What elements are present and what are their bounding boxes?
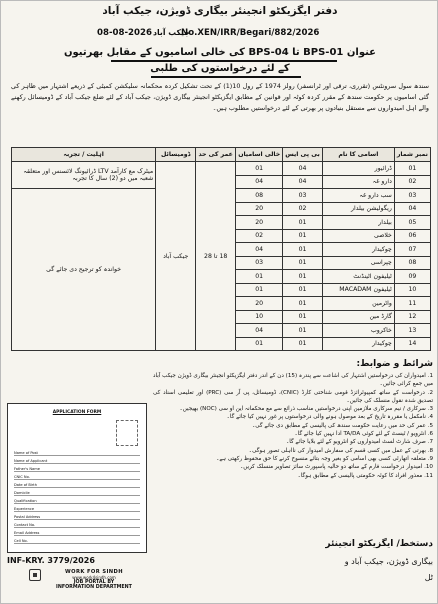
form-field[interactable] — [14, 450, 140, 456]
cell-bps: 01 — [283, 310, 323, 324]
office-header: دفتر ایگزیکٹو انجینئر بیگاری ڈویژن، جیکب آباد — [102, 5, 338, 17]
cell-vacancies: 20 — [236, 202, 283, 216]
header-qualification: اہلیت / تجربہ — [12, 148, 156, 162]
cell-vacancies: 08 — [236, 189, 283, 203]
condition-item: 11. معذور افراد کا کوٹہ حکومتی پالیسی کے مطابق ہوگا۔ — [297, 472, 433, 479]
condition-item: 8. بھرتی کے عمل میں کسی قسم کی سفارش امیدوار کی نااہلی تصور ہوگی۔ — [248, 447, 433, 454]
cell-serial: 14 — [394, 337, 430, 351]
cell-serial: 13 — [394, 324, 430, 338]
work-for-sindh-brand: WORK FOR SINDH — [65, 569, 123, 575]
cell-vacancies: 04 — [236, 324, 283, 338]
form-field[interactable] — [14, 458, 140, 464]
form-field[interactable] — [14, 474, 140, 480]
form-field-label: Contact No. — [14, 523, 36, 527]
work-for-sindh-logo-icon — [29, 569, 41, 581]
cell-post: سب دارو غہ — [322, 189, 394, 203]
header-age: عمر کی حد — [196, 148, 236, 162]
title-underline-1 — [111, 60, 337, 62]
cell-vacancies: 01 — [236, 162, 283, 176]
application-form — [7, 403, 147, 553]
photo-box — [116, 420, 138, 446]
reference-place: جیکب آباد — [153, 28, 190, 37]
cell-vacancies: 01 — [236, 283, 283, 297]
condition-item: 3. سرکاری / نیم سرکاری ملازمین اپنی درخواستیں مناسب ذرائع سے مع محکمانہ این او سی (NOC) بھیجیں۔ — [179, 406, 433, 413]
condition-item: 1. امیدواران کی درخواستیں اشتہار کی اشاعت سے پندرہ (15) دن کے اندر دفتر ایگزیکٹو انجینئر بیگاری ڈویژن جیکب آباد میں جمع کرائی جائیں۔ — [153, 373, 433, 388]
title-line-2: کے لئے درخواستوں کی طلبی — [150, 63, 290, 74]
cell-bps: 01 — [283, 324, 323, 338]
portal-line-2: INFORMATION DEPARTMENT — [56, 585, 132, 590]
condition-item: 9. متعلقہ اتھارٹی کسی بھی اسامی کو بغیر وجہ بتائے منسوخ کرنے کا حق محفوظ رکھتی ہے۔ — [216, 455, 433, 462]
header-domicile: ڈومیسائل — [156, 148, 196, 162]
cell-serial: 05 — [394, 216, 430, 230]
condition-item: 7. صرف شارٹ لسٹ امیدواروں کو انٹرویو کے لئے بلایا جائے گا۔ — [285, 439, 433, 446]
form-field[interactable] — [14, 506, 140, 512]
table-row — [12, 162, 431, 176]
cell-post: ریگولیشن بیلدار — [322, 202, 394, 216]
cell-post: خاکروب — [322, 324, 394, 338]
cell-serial: 10 — [394, 283, 430, 297]
cell-bps: 02 — [283, 202, 323, 216]
header-bps: بی پی ایس — [283, 148, 323, 162]
form-field[interactable] — [14, 522, 140, 528]
cell-bps: 04 — [283, 162, 323, 176]
cell-serial: 04 — [394, 202, 430, 216]
header-post: اسامی کا نام — [322, 148, 394, 162]
cell-post: دارو غہ — [322, 175, 394, 189]
form-field[interactable] — [14, 498, 140, 504]
portal-line-1: JOB PORTAL BY — [73, 580, 115, 585]
condition-item: 5. عمر کی حد میں رعایت حکومت سندھ کی پالیسی کے مطابق دی جائے گی۔ — [251, 422, 433, 429]
condition-item: 2. درخواست کے ساتھ کمپیوٹرائزڈ قومی شناختی کارڈ (CNIC)، ڈومیسائل، پی آر سی (PRC) اور تعلیمی اسناد کی تصدیق شدہ نقول منسلک کی جائیں۔ — [153, 389, 433, 404]
cell-bps: 01 — [283, 243, 323, 257]
inf-number: INF-KRY. 3779/2026 — [7, 556, 95, 565]
work-for-sindh-url[interactable]: www.work4sindh.com — [72, 575, 116, 580]
cell-age-limit: 18 تا 28 — [196, 162, 236, 351]
condition-item: 10. امیدوار درخواست فارم کے ساتھ دو حالیہ پاسپورٹ سائز تصاویر منسلک کریں۔ — [240, 464, 433, 471]
title-underline-2 — [151, 76, 301, 78]
cell-serial: 01 — [394, 162, 430, 176]
form-field-label: Cell No. — [14, 539, 28, 543]
application-form-title: APPLICATION FORM — [52, 410, 102, 415]
cell-post: واٹرمین — [322, 297, 394, 311]
form-field[interactable] — [14, 482, 140, 488]
form-field[interactable] — [14, 530, 140, 536]
vacancy-table-header — [12, 148, 431, 162]
form-field-label: Experience — [14, 507, 35, 511]
cell-post: خلاصی — [322, 229, 394, 243]
cell-serial: 03 — [394, 189, 430, 203]
cell-post: گارڈ مین — [322, 310, 394, 324]
signature-line-2: بیگاری ڈویژن، جیکب آباد و — [344, 557, 433, 566]
header-vacancies: خالی اسامیاں — [236, 148, 283, 162]
conditions-list — [153, 372, 433, 532]
form-field-label: Postal Address — [14, 515, 41, 519]
cell-vacancies: 04 — [236, 243, 283, 257]
cell-vacancies: 04 — [236, 175, 283, 189]
cell-vacancies: 20 — [236, 216, 283, 230]
cell-serial: 08 — [394, 256, 430, 270]
signature-line-3: ٹل — [424, 573, 433, 582]
form-field-label: Father's Name — [14, 467, 40, 471]
cell-vacancies: 01 — [236, 337, 283, 351]
cell-bps: 01 — [283, 256, 323, 270]
cell-qualification-driver: میٹرک مع کارآمد LTV ڈرائیونگ لائسنس اور متعلقہ شعبہ میں دو (2) سال کا تجربہ — [12, 162, 156, 189]
cell-vacancies: 10 — [236, 310, 283, 324]
cell-post: چوکیدار — [322, 337, 394, 351]
cell-post: چوکیدار — [322, 243, 394, 257]
cell-serial: 02 — [394, 175, 430, 189]
form-field[interactable] — [14, 514, 140, 520]
form-field-label: Email Address — [14, 531, 40, 535]
cell-bps: 03 — [283, 189, 323, 203]
cell-post: ٹیلیفون اٹینڈنٹ — [322, 270, 394, 284]
header-serial: نمبر شمار — [394, 148, 430, 162]
cell-serial: 06 — [394, 229, 430, 243]
form-field-label: Name of Post — [14, 451, 38, 455]
vacancy-table — [11, 147, 431, 351]
reference-date: 08-08-2026 — [97, 28, 152, 38]
form-field[interactable] — [14, 490, 140, 496]
cell-post: ڈرائیور — [322, 162, 394, 176]
cell-domicile: جیکب آباد — [156, 162, 196, 351]
cell-qualification-others: خواندہ کو ترجیح دی جائے گی — [12, 189, 156, 351]
intro-paragraph: سندھ سول سرونٹس (تقرری، ترقی اور ٹرانسفر) رولز 1974 کے رول 10(1) کے تحت تشکیل کردہ محکمانہ سلیکشن کمیٹی کے ذریعے اشتہار میں ظاہر کی گئی اسامیوں پر حکومت سندھ کے مقرر کردہ کوٹہ اور قوانین کے مطابق ایگزیکٹو انجینئر بیگاری ڈویژن، جیکب آباد کے لئے ضلع جیکب آباد کے ڈومیسائل رکھنے والے اہل امیدواروں سے مستقل بنیادوں پر بھرتی کے لئے درخواستیں مطلوب ہیں۔ — [11, 82, 429, 112]
cell-bps: 04 — [283, 175, 323, 189]
form-field-label: Date of Birth — [14, 483, 37, 487]
cell-serial: 07 — [394, 243, 430, 257]
form-field-label: Domicile — [14, 491, 30, 495]
form-field-label: Qualification — [14, 499, 37, 503]
form-field-label: CNIC No. — [14, 475, 30, 479]
cell-post: ٹیلیفون MACADAM — [322, 283, 394, 297]
form-field-label: Name of Applicant — [14, 459, 48, 463]
cell-vacancies: 02 — [236, 229, 283, 243]
cell-bps: 01 — [283, 283, 323, 297]
work-for-sindh-block — [41, 569, 147, 590]
cell-bps: 01 — [283, 270, 323, 284]
cell-serial: 11 — [394, 297, 430, 311]
cell-vacancies: 01 — [236, 270, 283, 284]
title-line-1: عنوان BPS-01 تا BPS-04 کی خالی اسامیوں کے مقابل بھرتیوں — [63, 47, 377, 58]
cell-serial: 09 — [394, 270, 430, 284]
cell-serial: 12 — [394, 310, 430, 324]
cell-vacancies: 03 — [236, 256, 283, 270]
signature-label: دستخط/ ایگزیکٹو انجینئر — [325, 539, 433, 549]
cell-vacancies: 20 — [236, 297, 283, 311]
reference-number: No.XEN/IRR/Begari/882/2026 — [181, 28, 320, 38]
cell-bps: 01 — [283, 216, 323, 230]
condition-item: 4. نامکمل یا مقررہ تاریخ کے بعد موصول ہونے والی درخواستوں پر غور نہیں کیا جائے گا۔ — [226, 414, 433, 421]
cell-bps: 01 — [283, 229, 323, 243]
cell-bps: 01 — [283, 297, 323, 311]
condition-item: 6. انٹرویو / ٹیسٹ کے لئے کوئی TA/DA ادا نہیں کیا جائے گا۔ — [294, 431, 433, 438]
conditions-heading: شرائط و ضوابط: — [356, 359, 433, 369]
cell-post: چپراسی — [322, 256, 394, 270]
cell-bps: 01 — [283, 337, 323, 351]
cell-post: بیلدار — [322, 216, 394, 230]
form-field[interactable] — [14, 466, 140, 472]
